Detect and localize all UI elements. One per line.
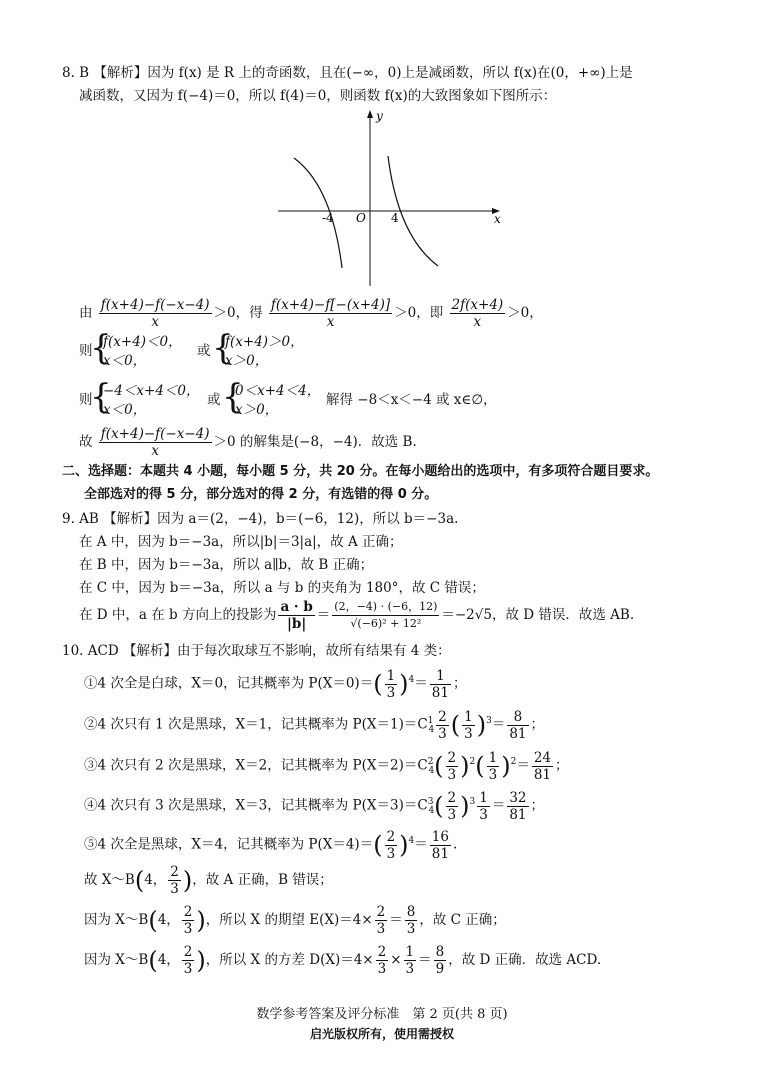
q8-solution: 解得 −8＜x＜−4 或 x∈∅， (326, 392, 497, 408)
q8-ze1: 则 (79, 343, 93, 359)
q10-case1: ①4 次全是白球，X＝0，记其概率为 P(X＝0)＝( $\frac{1}{3}$ )$^4$＝ $\frac{1}{81}$ ； (84, 667, 467, 701)
q10-variance: 因为 X～B(4， $\frac{2}{3}$ )，所以 X 的方差 D(X)＝4× $\frac{2}{3}$ × $\frac{1}{3}$ ＝ $\frac{8}{9}$ ，故 D 正确．故选 ACD. (84, 944, 602, 977)
system2-line1: f(x+4)＞0， (225, 334, 304, 350)
brace: { (90, 377, 112, 417)
system3-line1: −4＜x+4＜0， (103, 383, 200, 399)
q10-case5: ⑤4 次全是黑球，X＝4，记其概率为 P(X＝4)＝( $\frac{2}{3}$ )$^4$＝ $\frac{16}{81}$ . (84, 828, 458, 862)
section2-heading: 二、选择题：本题共 4 小题，每小题 5 分，共 20 分。在每小题给出的选项中，有多项符合题目要求。 (62, 464, 659, 479)
q8-conclusion: 故 $\frac{f(x+4)-f(-x-4)}{x}$ ＞0 的解集是(−8，−4)．故选 B. (79, 426, 417, 459)
function-graph (270, 108, 510, 290)
system3-line2: x＜0， (103, 402, 147, 418)
q10-line1: 10. ACD 【解析】由于每次取球互不影响，故所有结果有 4 类： (62, 643, 451, 659)
q8-ze2: 则 (79, 392, 93, 408)
tick-4: 4 (391, 211, 399, 225)
brace: { (90, 328, 112, 368)
q9-line5: 在 D 中，a 在 b 方向上的投影为 $\frac{a \cdot b}{|b|}$ ＝ $\frac{(2,-4) \cdot (-6,12)}{\text{√(−6)² + 12²}}$ ＝−2√5，故 D 错误．故选 AB. (79, 599, 635, 632)
q10-case4: ④4 次只有 3 次是黑球，X＝3，记其概率为 $P(X=3)=C^3_4$( $\frac{2}{3}$ )$^3$ $\frac{1}{3}$ ＝ $\frac{32}{81}$ ； (84, 789, 545, 823)
y-axis-label: y (376, 109, 383, 123)
brace: { (222, 377, 244, 417)
q9-line4: 在 C 中，因为 b＝−3a，所以 a 与 b 的夹角为 180°，故 C 错误； (79, 580, 485, 596)
q10-case2: ②4 次只有 1 次是黑球，X＝1，记其概率为 $P(X=1)=C^1_4$ $\frac{2}{3}$ ( $\frac{1}{3}$ )$^3$＝ $\frac{8}{81}$ ； (84, 708, 545, 742)
system2-line2: x＞0， (225, 353, 269, 369)
system1-line2: x＜0， (103, 353, 147, 369)
or-1: 或 (197, 343, 211, 359)
system4-line2: x＞0， (235, 402, 279, 418)
q10-case3: ③4 次只有 2 次是黑球，X＝2，记其概率为 $P(X=2)=C^2_4$( $\frac{2}{3}$ )$^2$( $\frac{1}{3}$ )$^2$＝ $\frac{24}{81}$ ； (84, 749, 569, 783)
origin-label: O (356, 211, 366, 225)
x-axis-label: x (494, 212, 501, 226)
page-footer: 数学参考答案及评分标准 第 2 页(共 8 页) (256, 1007, 508, 1022)
copyright-notice: 启光版权所有，使用需授权 (309, 1027, 454, 1041)
q8-line1: 8. B 【解析】因为 f(x) 是 R 上的奇函数，且在(−∞，0)上是减函数，所以 f(x)在(0，+∞)上是 (62, 65, 633, 81)
q10-binomial: 故 X～B(4， $\frac{2}{3}$ )，故 A 正确，B 错误； (84, 864, 333, 897)
section2-rules: 全部选对的得 5 分，部分选对的得 2 分，有选错的得 0 分。 (84, 487, 438, 502)
q9-line2: 在 A 中，因为 b＝−3a，所以|b|＝3|a|，故 A 正确； (79, 534, 403, 550)
q8-line2: 减函数，又因为 f(−4)＝0，所以 f(4)＝0，则函数 f(x)的大致图象如下图所示： (79, 88, 557, 104)
brace: { (212, 328, 234, 368)
q9-line1: 9. AB 【解析】因为 a＝(2，−4)，b＝(−6，12)，所以 b＝−3a. (62, 511, 459, 527)
q10-expectation: 因为 X～B(4， $\frac{2}{3}$ )，所以 X 的期望 E(X)＝4× $\frac{2}{3}$ ＝ $\frac{8}{3}$ ，故 C 正确； (84, 904, 506, 937)
system4-line1: 0＜x+4＜4， (235, 383, 321, 399)
tick-minus4: -4 (322, 211, 334, 225)
or-2: 或 (207, 392, 221, 408)
system1-line1: f(x+4)＜0， (103, 334, 182, 350)
q8-inequality: 由 $\frac{f(x+4)-f(-x-4)}{x}$ ＞0，得 $\frac{f(x+4)-f[-(x+4)]}{x}$ ＞0，即 $\frac{2f(x+4)}{x}$ ＞0， (79, 297, 543, 330)
q9-line3: 在 B 中，因为 b＝−3a，所以 a∥b，故 B 正确； (79, 557, 374, 573)
